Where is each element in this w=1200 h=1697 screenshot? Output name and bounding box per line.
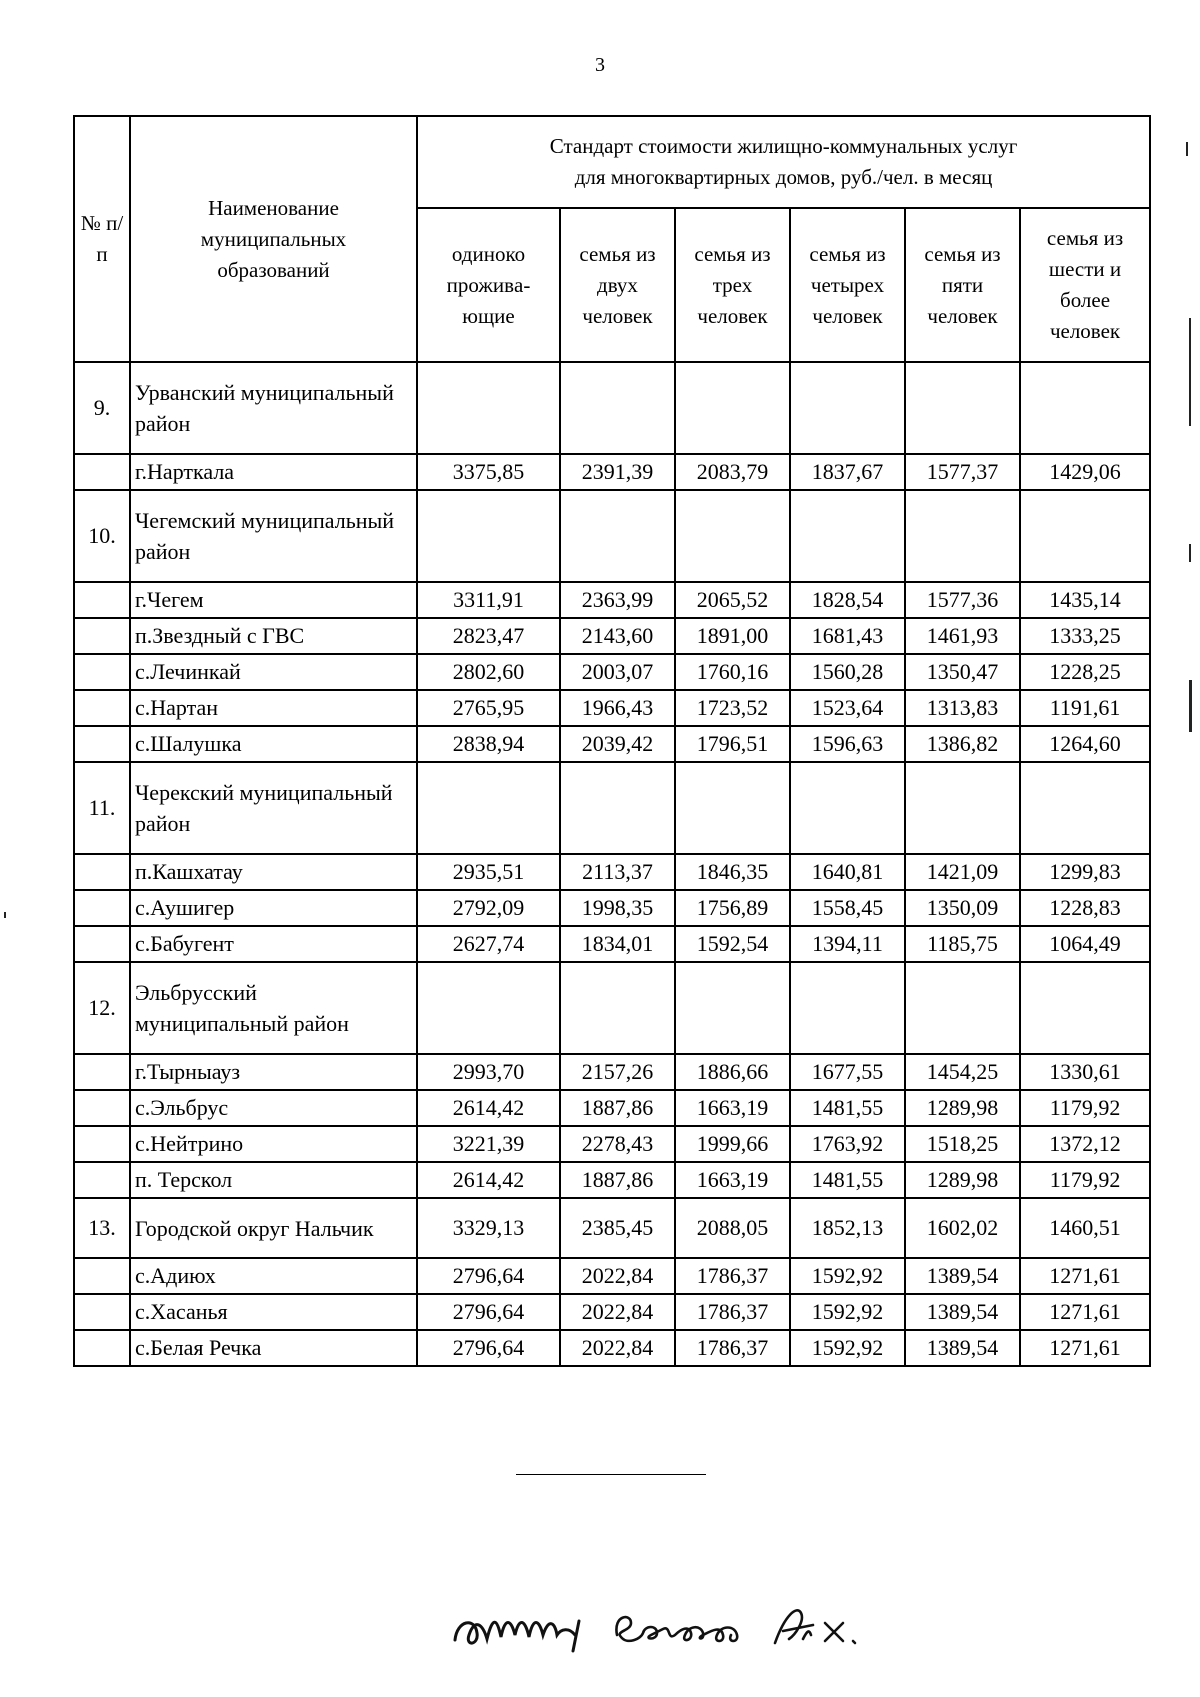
settlement-name: с.Эльбрус <box>130 1090 417 1126</box>
group-number: 11. <box>74 762 130 854</box>
table-row <box>74 854 1150 890</box>
row-number <box>74 618 130 654</box>
value-cell: 1663,19 <box>675 1162 790 1198</box>
value-cell: 1592,92 <box>790 1330 905 1366</box>
group-row <box>74 362 1150 454</box>
value-cell: 1185,75 <box>905 926 1020 962</box>
value-cell: 2391,39 <box>560 454 675 490</box>
value-cell: 1640,81 <box>790 854 905 890</box>
value-cell: 1786,37 <box>675 1258 790 1294</box>
handwritten-signature <box>445 1595 925 1655</box>
value-cell: 1837,67 <box>790 454 905 490</box>
row-number <box>74 1126 130 1162</box>
value-cell: 1389,54 <box>905 1294 1020 1330</box>
value-cell: 2802,60 <box>417 654 560 690</box>
row-number <box>74 582 130 618</box>
value-cell: 1677,55 <box>790 1054 905 1090</box>
value-cell <box>417 490 560 582</box>
value-cell: 1577,36 <box>905 582 1020 618</box>
settlement-name: п.Звездный с ГВС <box>130 618 417 654</box>
value-cell: 1460,51 <box>1020 1198 1150 1258</box>
row-number <box>74 690 130 726</box>
value-cell: 1796,51 <box>675 726 790 762</box>
value-cell: 1389,54 <box>905 1330 1020 1366</box>
row-number <box>74 1162 130 1198</box>
value-cell: 1596,63 <box>790 726 905 762</box>
value-cell <box>675 962 790 1054</box>
value-cell: 1289,98 <box>905 1162 1020 1198</box>
value-cell: 1333,25 <box>1020 618 1150 654</box>
group-row <box>74 962 1150 1054</box>
settlement-name: п. Терскол <box>130 1162 417 1198</box>
value-cell <box>417 962 560 1054</box>
table-row <box>74 1162 1150 1198</box>
settlement-name: г.Нарткала <box>130 454 417 490</box>
table-row <box>74 1294 1150 1330</box>
value-cell: 1271,61 <box>1020 1258 1150 1294</box>
settlement-name: г.Чегем <box>130 582 417 618</box>
table-row <box>74 1054 1150 1090</box>
table-row <box>74 1258 1150 1294</box>
value-cell: 1064,49 <box>1020 926 1150 962</box>
value-cell <box>1020 762 1150 854</box>
settlement-name: г.Тырныауз <box>130 1054 417 1090</box>
value-cell: 1999,66 <box>675 1126 790 1162</box>
value-cell: 2614,42 <box>417 1162 560 1198</box>
value-cell <box>790 962 905 1054</box>
group-name: Черекский муниципальный район <box>130 762 417 854</box>
scan-mark <box>1189 544 1191 562</box>
value-cell: 1602,02 <box>905 1198 1020 1258</box>
value-cell: 1592,92 <box>790 1294 905 1330</box>
value-cell: 1846,35 <box>675 854 790 890</box>
value-cell: 1663,19 <box>675 1090 790 1126</box>
group-name: Чегемский муниципальный район <box>130 490 417 582</box>
value-cell: 1429,06 <box>1020 454 1150 490</box>
settlement-name: с.Нартан <box>130 690 417 726</box>
value-cell: 3375,85 <box>417 454 560 490</box>
row-number <box>74 1090 130 1126</box>
value-cell: 1330,61 <box>1020 1054 1150 1090</box>
value-cell: 1592,92 <box>790 1258 905 1294</box>
value-cell <box>1020 362 1150 454</box>
settlement-name: с.Бабугент <box>130 926 417 962</box>
value-cell: 2039,42 <box>560 726 675 762</box>
row-number <box>74 1258 130 1294</box>
value-cell: 1421,09 <box>905 854 1020 890</box>
group-number: 10. <box>74 490 130 582</box>
table-row <box>74 618 1150 654</box>
group-number: 9. <box>74 362 130 454</box>
value-cell: 1454,25 <box>905 1054 1020 1090</box>
group-number: 13. <box>74 1198 130 1258</box>
value-cell <box>1020 962 1150 1054</box>
value-cell: 2022,84 <box>560 1258 675 1294</box>
value-cell: 1786,37 <box>675 1330 790 1366</box>
value-cell: 1763,92 <box>790 1126 905 1162</box>
header-col-6: семья из шести и более человек <box>1020 208 1150 362</box>
value-cell: 2088,05 <box>675 1198 790 1258</box>
value-cell: 3221,39 <box>417 1126 560 1162</box>
value-cell: 1723,52 <box>675 690 790 726</box>
row-number <box>74 1294 130 1330</box>
value-cell: 1313,83 <box>905 690 1020 726</box>
settlement-name: с.Адиюх <box>130 1258 417 1294</box>
value-cell: 2385,45 <box>560 1198 675 1258</box>
group-row <box>74 490 1150 582</box>
value-cell: 2065,52 <box>675 582 790 618</box>
value-cell: 1228,83 <box>1020 890 1150 926</box>
value-cell: 1264,60 <box>1020 726 1150 762</box>
value-cell: 1461,93 <box>905 618 1020 654</box>
value-cell: 2792,09 <box>417 890 560 926</box>
value-cell <box>790 490 905 582</box>
value-cell: 2796,64 <box>417 1330 560 1366</box>
settlement-name: с.Лечинкай <box>130 654 417 690</box>
value-cell <box>560 962 675 1054</box>
settlement-name: с.Нейтрино <box>130 1126 417 1162</box>
row-number <box>74 1054 130 1090</box>
value-cell: 1834,01 <box>560 926 675 962</box>
value-cell: 2022,84 <box>560 1330 675 1366</box>
table-row <box>74 890 1150 926</box>
tariff-table <box>73 115 1151 1367</box>
settlement-name: с.Белая Речка <box>130 1330 417 1366</box>
value-cell <box>790 762 905 854</box>
value-cell <box>675 362 790 454</box>
value-cell: 2823,47 <box>417 618 560 654</box>
header-col-5: семья из пяти человек <box>905 208 1020 362</box>
group-row <box>74 762 1150 854</box>
value-cell: 1299,83 <box>1020 854 1150 890</box>
table-row <box>74 1330 1150 1366</box>
value-cell: 2363,99 <box>560 582 675 618</box>
value-cell: 1760,16 <box>675 654 790 690</box>
group-name: Урванский муниципальный район <box>130 362 417 454</box>
value-cell: 1435,14 <box>1020 582 1150 618</box>
group-row <box>74 1198 1150 1258</box>
value-cell <box>790 362 905 454</box>
value-cell: 2003,07 <box>560 654 675 690</box>
header-group-title-line1: Стандарт стоимости жилищно-коммунальных услуг <box>549 134 1018 158</box>
settlement-name: п.Кашхатау <box>130 854 417 890</box>
value-cell: 1560,28 <box>790 654 905 690</box>
header-col-3: семья из трех человек <box>675 208 790 362</box>
value-cell: 1681,43 <box>790 618 905 654</box>
table-row <box>74 654 1150 690</box>
value-cell: 1289,98 <box>905 1090 1020 1126</box>
value-cell: 1966,43 <box>560 690 675 726</box>
value-cell <box>905 962 1020 1054</box>
settlement-name: с.Шалушка <box>130 726 417 762</box>
value-cell <box>675 490 790 582</box>
value-cell <box>905 490 1020 582</box>
value-cell <box>417 362 560 454</box>
row-number <box>74 1330 130 1366</box>
value-cell: 1228,25 <box>1020 654 1150 690</box>
table-row <box>74 1126 1150 1162</box>
value-cell <box>675 762 790 854</box>
page-number: 3 <box>595 54 605 76</box>
value-cell: 1592,54 <box>675 926 790 962</box>
value-cell: 1518,25 <box>905 1126 1020 1162</box>
value-cell: 1481,55 <box>790 1162 905 1198</box>
value-cell <box>1020 490 1150 582</box>
table-header <box>74 116 1150 362</box>
table-row <box>74 1090 1150 1126</box>
value-cell <box>560 490 675 582</box>
value-cell: 1179,92 <box>1020 1090 1150 1126</box>
value-cell: 2113,37 <box>560 854 675 890</box>
value-cell: 1886,66 <box>675 1054 790 1090</box>
value-cell: 1523,64 <box>790 690 905 726</box>
scan-mark <box>1186 142 1188 156</box>
row-number <box>74 726 130 762</box>
value-cell: 1350,47 <box>905 654 1020 690</box>
scan-mark <box>4 912 6 918</box>
value-cell: 1887,86 <box>560 1090 675 1126</box>
table-row <box>74 726 1150 762</box>
value-cell: 1372,12 <box>1020 1126 1150 1162</box>
settlement-name: с.Аушигер <box>130 890 417 926</box>
header-name: Наименование муниципальных образований <box>130 116 417 362</box>
value-cell: 1998,35 <box>560 890 675 926</box>
header-num: № п/п <box>74 116 130 362</box>
value-cell: 1786,37 <box>675 1294 790 1330</box>
value-cell: 1271,61 <box>1020 1294 1150 1330</box>
value-cell: 1481,55 <box>790 1090 905 1126</box>
table-row <box>74 582 1150 618</box>
value-cell: 2765,95 <box>417 690 560 726</box>
value-cell: 2627,74 <box>417 926 560 962</box>
group-name: Городской округ Нальчик <box>130 1198 417 1258</box>
row-number <box>74 890 130 926</box>
value-cell: 1756,89 <box>675 890 790 926</box>
header-group-title <box>417 116 1150 208</box>
value-cell: 2838,94 <box>417 726 560 762</box>
value-cell: 2022,84 <box>560 1294 675 1330</box>
value-cell: 1179,92 <box>1020 1162 1150 1198</box>
value-cell <box>417 762 560 854</box>
value-cell: 1394,11 <box>790 926 905 962</box>
value-cell: 1389,54 <box>905 1258 1020 1294</box>
header-col-2: семья из двух человек <box>560 208 675 362</box>
value-cell <box>560 762 675 854</box>
value-cell: 2157,26 <box>560 1054 675 1090</box>
table-body <box>74 362 1150 1366</box>
value-cell: 1887,86 <box>560 1162 675 1198</box>
value-cell: 2278,43 <box>560 1126 675 1162</box>
value-cell: 1350,09 <box>905 890 1020 926</box>
header-col-1: одиноко проживa-ющие <box>417 208 560 362</box>
value-cell: 3329,13 <box>417 1198 560 1258</box>
value-cell: 1386,82 <box>905 726 1020 762</box>
value-cell: 2614,42 <box>417 1090 560 1126</box>
value-cell: 1852,13 <box>790 1198 905 1258</box>
value-cell: 3311,91 <box>417 582 560 618</box>
value-cell: 1828,54 <box>790 582 905 618</box>
value-cell: 1558,45 <box>790 890 905 926</box>
value-cell <box>905 762 1020 854</box>
value-cell: 1577,37 <box>905 454 1020 490</box>
header-col-4: семья из четырех человек <box>790 208 905 362</box>
value-cell: 2143,60 <box>560 618 675 654</box>
row-number <box>74 454 130 490</box>
value-cell: 1271,61 <box>1020 1330 1150 1366</box>
scan-mark <box>1189 318 1191 426</box>
value-cell: 2796,64 <box>417 1258 560 1294</box>
value-cell: 2935,51 <box>417 854 560 890</box>
end-rule <box>516 1474 706 1475</box>
group-name: Эльбрусский муниципальный район <box>130 962 417 1054</box>
row-number <box>74 926 130 962</box>
settlement-name: с.Хасанья <box>130 1294 417 1330</box>
value-cell: 2993,70 <box>417 1054 560 1090</box>
value-cell <box>905 362 1020 454</box>
group-number: 12. <box>74 962 130 1054</box>
header-group-title-line2: для многоквартирных домов, руб./чел. в месяц <box>574 165 993 189</box>
value-cell: 2083,79 <box>675 454 790 490</box>
value-cell: 1891,00 <box>675 618 790 654</box>
value-cell <box>560 362 675 454</box>
scan-mark <box>1189 680 1192 732</box>
row-number <box>74 654 130 690</box>
value-cell: 2796,64 <box>417 1294 560 1330</box>
table-row <box>74 926 1150 962</box>
table-row <box>74 454 1150 490</box>
value-cell: 1191,61 <box>1020 690 1150 726</box>
table-row <box>74 690 1150 726</box>
row-number <box>74 854 130 890</box>
